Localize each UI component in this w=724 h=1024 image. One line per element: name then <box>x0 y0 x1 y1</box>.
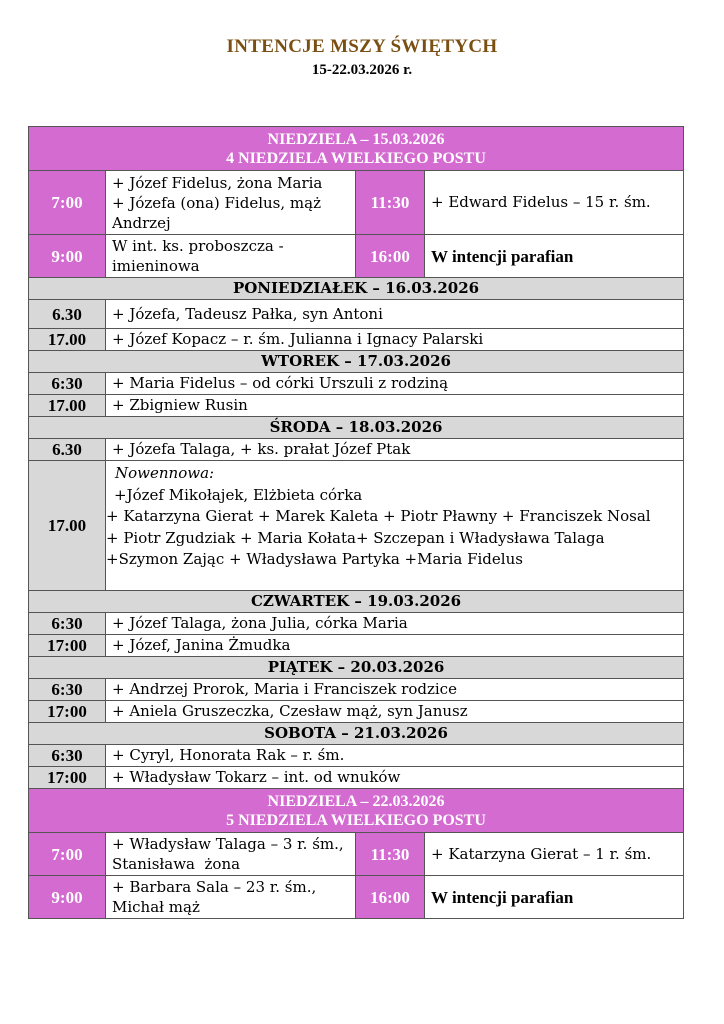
mass-time: 6:30 <box>29 679 106 701</box>
intention: + Zbigniew Rusin <box>106 395 684 417</box>
day-header-friday: PIĄTEK – 20.03.2026 <box>29 657 684 679</box>
intention <box>106 833 356 876</box>
intention: + Józef Kopacz – r. śm. Julianna i Ignacy Palarski <box>106 329 684 351</box>
intention <box>106 235 356 278</box>
intention-line: Michał mąż <box>112 898 200 916</box>
intention: + Józef, Janina Żmudka <box>106 635 684 657</box>
intention: + Edward Fidelus – 15 r. śm. <box>425 171 684 235</box>
mass-time: 6:30 <box>29 373 106 395</box>
mass-time: 16:00 <box>356 235 425 278</box>
mass-time: 9:00 <box>29 235 106 278</box>
intention-line: imieninowa <box>112 257 200 275</box>
intention-line: Andrzej <box>112 213 171 232</box>
intention: + Maria Fidelus – od córki Urszuli z rodziną <box>106 373 684 395</box>
day-header-tuesday: WTOREK – 17.03.2026 <box>29 351 684 373</box>
intention-line: Stanisława żona <box>112 855 241 873</box>
mass-time: 11:30 <box>356 833 425 876</box>
mass-time: 11:30 <box>356 171 425 235</box>
intention <box>106 876 356 919</box>
intention-line: +Józef Mikołajek, Elżbieta córka <box>114 485 363 504</box>
day-header-saturday: SOBOTA – 21.03.2026 <box>29 723 684 745</box>
mass-time: 17:00 <box>29 767 106 789</box>
intention: + Cyryl, Honorata Rak – r. śm. <box>106 745 684 767</box>
day-header-sunday-1 <box>29 127 684 171</box>
intention: + Józefa, Tadeusz Pałka, syn Antoni <box>106 300 684 329</box>
mass-time: 17.00 <box>29 329 106 351</box>
novena-intentions <box>106 461 684 591</box>
day-title: NIEDZIELA – 15.03.2026 <box>267 130 445 148</box>
liturgical-day: 5 NIEDZIELA WIELKIEGO POSTU <box>226 811 486 829</box>
intention-line: + Józefa (ona) Fidelus, mąż <box>112 193 321 212</box>
document-title: INTENCJE MSZY ŚWIĘTYCH <box>226 36 498 57</box>
day-header-thursday: CZWARTEK – 19.03.2026 <box>29 591 684 613</box>
date-range: 15-22.03.2026 r. <box>311 62 413 78</box>
intention-line: + Barbara Sala – 23 r. śm., <box>112 878 317 896</box>
day-title: NIEDZIELA – 22.03.2026 <box>267 792 445 810</box>
mass-time: 17.00 <box>29 395 106 417</box>
intention: + Józefa Talaga, + ks. prałat Józef Ptak <box>106 439 684 461</box>
intention <box>106 171 356 235</box>
day-header-sunday-2 <box>29 789 684 833</box>
intention-line: + Władysław Talaga – 3 r. śm., <box>112 835 344 853</box>
mass-time: 7:00 <box>29 171 106 235</box>
intention-line: + Piotr Zgudziak + Maria Kołata+ Szczepan i Władysława Talaga <box>106 528 605 547</box>
mass-time: 9:00 <box>29 876 106 919</box>
intention-line: + Katarzyna Gierat + Marek Kaleta + Piotr Pławny + Franciszek Nosal <box>106 507 651 525</box>
intention: + Aniela Gruszeczka, Czesław mąż, syn Janusz <box>106 701 684 723</box>
mass-time: 17:00 <box>29 635 106 657</box>
mass-intentions-table <box>28 126 684 919</box>
mass-time: 6:30 <box>29 745 106 767</box>
intention: + Katarzyna Gierat – 1 r. śm. <box>425 833 684 876</box>
mass-time: 6.30 <box>29 300 106 329</box>
intention: + Andrzej Prorok, Maria i Franciszek rodzice <box>106 679 684 701</box>
intention-line: +Szymon Zając + Władysława Partyka +Maria Fidelus <box>106 550 523 568</box>
intention: + Władysław Tokarz – int. od wnuków <box>106 767 684 789</box>
intention: W intencji parafian <box>425 876 684 919</box>
novena-label: Nowennowa: <box>115 464 215 482</box>
intention-line: + Józef Fidelus, żona Maria <box>112 173 323 192</box>
mass-time: 6.30 <box>29 439 106 461</box>
mass-time: 17:00 <box>29 701 106 723</box>
mass-time: 6:30 <box>29 613 106 635</box>
day-header-monday: PONIEDZIAŁEK – 16.03.2026 <box>29 278 684 300</box>
intention: + Józef Talaga, żona Julia, córka Maria <box>106 613 684 635</box>
liturgical-day: 4 NIEDZIELA WIELKIEGO POSTU <box>226 149 486 167</box>
intention-line: W int. ks. proboszcza - <box>112 237 284 255</box>
mass-time: 16:00 <box>356 876 425 919</box>
mass-time: 7:00 <box>29 833 106 876</box>
mass-time: 17.00 <box>29 461 106 591</box>
day-header-wednesday: ŚRODA – 18.03.2026 <box>29 417 684 439</box>
intention: W intencji parafian <box>425 235 684 278</box>
